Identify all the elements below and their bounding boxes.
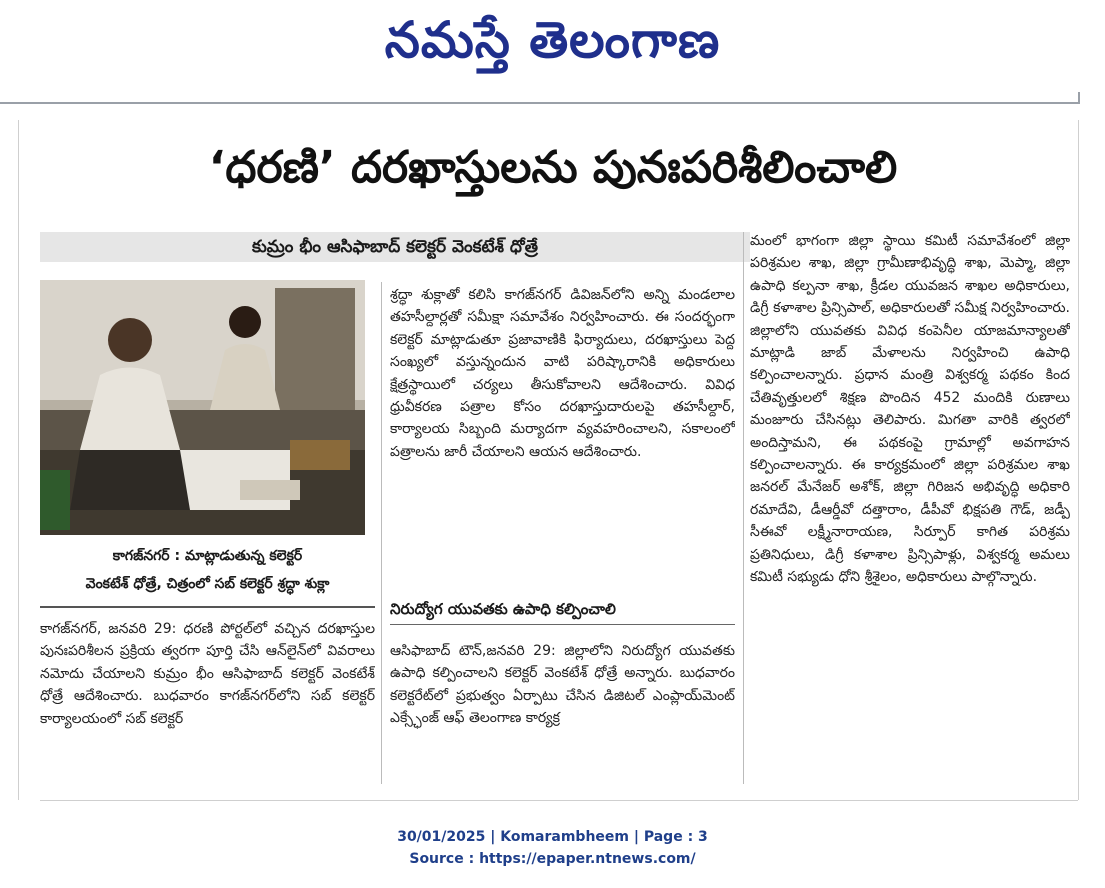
article-column-3: మంలో భాగంగా జిల్లా స్థాయి కమిటీ సమావేశంలో జిల్లా పరిశ్రమల శాఖ, జిల్లా గ్రామీణాభివృద్ధి శాఖ, మెప్మా, జిల్లా ఉపాధి కల్పనా శాఖ, క్రీడల యువజన శాఖల అధికారులు, డిగ్రీ కళాశాల ప్రిన్సిపాల్, అధికారులతో సమీక్ష నిర్వహించారు. జిల్లాలోని యువతకు వివిధ కంపెనీల యాజమాన్యాలతో మాట్లాడి జాబ్ మేళాలను నిర్వహించి ఉపాధి కల్పించాలన్నారు. ప్రధాన మంత్రి విశ్వకర్మ పథకం కింద చేతివృత్తులలో శిక్షణ పొందిన 452 మందికి రుణాలు మంజూరు చేసినట్లు తెలిపారు. మిగతా వారికి త్వరలో అందిస్తామని, ఈ పథకంపై గ్రామాల్లో అవగాహన కల్పించాలన్నారు. ఈ కార్యక్రమంలో జిల్లా పరిశ్రమల శాఖ జనరల్ మేనేజర్ అశోక్, జిల్లా గిరిజన అభివృద్ధి అధికారి రమాదేవి, డీఆర్డీవో దత్తారాం, డీపీవో భిక్షపతి గౌడ్, జడ్పీ సీఈవో లక్ష్మీనారాయణ, సిర్పూర్ కాగిత పరిశ్రమ ప్రతినిధులు, డిగ్రీ కళాశాల ప్రిన్సిపాళ్లు, విశ్వకర్మ అమలు కమిటీ సభ్యుడు ధోని శ్రీశైలం, అధికారులు పాల్గొన్నారు.: [750, 233, 1070, 586]
photo-caption: [40, 542, 375, 602]
section-heading: నిరుద్యోగ యువతకు ఉపాధి కల్పించాలి: [390, 594, 735, 625]
article-subheadline: కుమ్రం భీం ఆసిఫాబాద్ కలెక్టర్ వెంకటేశ్ ధోత్రే: [40, 232, 750, 262]
page-footer: [0, 826, 1105, 870]
frame-right-border: [1078, 120, 1079, 800]
photo-caption-line1: కాగజ్‌నగర్ : మాట్లాడుతున్న కలెక్టర్: [112, 548, 303, 564]
article-headline: ‘ధరణి’ దరఖాస్తులను పునఃపరిశీలించాలి: [208, 142, 898, 193]
bottom-rule: [40, 800, 1078, 801]
masthead: [0, 0, 1105, 92]
footer-date-edition: 30/01/2025 | Komarambheem | Page : 3: [397, 829, 708, 845]
collector-photo-illustration: [40, 280, 365, 535]
photo-caption-line2: వెంకటేశ్ ధోత్రే, చిత్రంలో సబ్ కలెక్టర్ శ్రద్ధా శుక్లా: [85, 576, 330, 592]
article-column-2-second-story: ఆసిఫాబాద్ టౌన్,జనవరి 29: జిల్లాలోని నిరుద్యోగ యువతకు ఉపాధి కల్పించాలని కలెక్టర్ వెంకటేశ్ ధోత్రే అన్నారు. బుధవారం కలెక్టరేట్‌లో ప్రభుత్వం ఏర్పాటు చేసిన డిజిటల్ ఎంప్లాయ్‌మెంట్ ఎక్స్ఛేంజ్ ఆఫ్ తెలంగాణ కార్యక్ర: [390, 643, 735, 727]
article-column-1: కాగజ్‌నగర్, జనవరి 29: ధరణి పోర్టల్‌లో వచ్చిన దరఖాస్తుల పునఃపరిశీలన ప్రక్రియ త్వరగా పూర్తి చేసి ఆన్‌లైన్‌లో వివరాలు నమోదు చేయాలని కుమ్రం భీం ఆసిఫాబాద్ కలెక్టర్ వెంకటేశ్ ధోత్రే ఆదేశించారు. బుధవారం కాగజ్‌నగర్‌లోని సబ్ కలెక్టర్ కార్యాలయంలో సబ్ కలెక్టర్: [40, 621, 375, 727]
column-divider-1: [381, 282, 382, 784]
article-photo: [40, 280, 365, 535]
caption-rule: [40, 606, 375, 608]
article-column-2: శ్రద్ధా శుక్లాతో కలిసి కాగజ్‌నగర్ డివిజన్‌లోని అన్ని మండలాల తహసీల్దార్లతో సమీక్షా సమావేశం నిర్వహించారు. ఈ సందర్భంగా కలెక్టర్ మాట్లాడుతూ ప్రజావాణికి ఫిర్యాదులు, దరఖాస్తులు పెద్ద సంఖ్యలో వస్తున్నందున వాటి పరిష్కారానికి అధికారులు క్షేత్రస్థాయిలో చర్యలు తీసుకోవాలని ఆదేశించారు. వివిధ ధ్రువీకరణ పత్రాల కోసం దరఖాస్తుదారులపై తహసీల్దార్, కార్యాలయ సిబ్బంది మర్యాదగా వ్యవహరించాలని, సకాలంలో పత్రాలను జారీ చేయాలని ఆయన ఆదేశించారు.: [390, 287, 735, 460]
column-divider-2: [743, 232, 744, 784]
masthead-rule: [0, 102, 1080, 104]
footer-source: Source : https://epaper.ntnews.com/: [409, 851, 696, 867]
frame-left-border: [18, 120, 19, 800]
masthead-rule-tick: [1078, 92, 1080, 104]
newspaper-logo: నమస్తే తెలంగాణ: [384, 10, 721, 69]
